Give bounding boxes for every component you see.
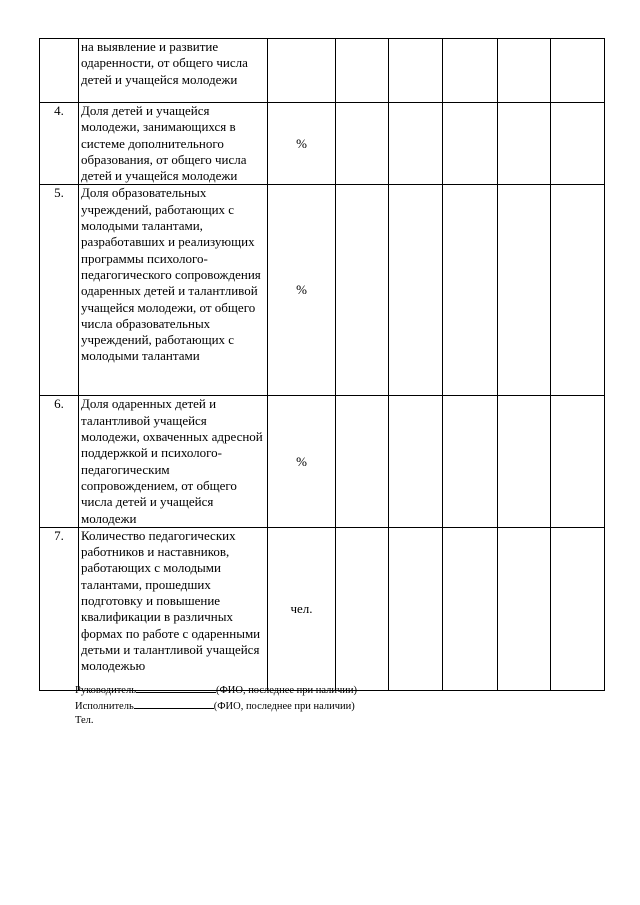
value-cell [498,185,551,396]
indicator-name: Доля детей и учащейся молодежи, занимающихся в системе дополнительного образования, от общего числа детей и учащейся молодежи [79,103,268,185]
table-row [40,185,605,396]
row-number: 6. [40,396,79,527]
head-signature-line [75,682,357,698]
table-row [40,39,605,103]
table-row [40,396,605,527]
value-cell [443,39,498,103]
signature-blank [134,698,214,709]
row-number: 4. [40,103,79,185]
value-cell [336,39,389,103]
value-cell [498,39,551,103]
indicator-name: Доля одаренных детей и талантливой учащейся молодежи, охваченных адресной поддержкой и психолого-педагогическим сопровождением, от общего числа детей и учащейся молодежи [79,396,268,527]
value-cell [389,527,443,690]
executor-note: (ФИО, последнее при наличии) [213,701,355,712]
value-cell [443,527,498,690]
value-cell [389,103,443,185]
unit-cell: % [268,396,336,527]
head-label: Руководитель [75,685,136,696]
phone-line [75,714,357,728]
table-row [40,527,605,690]
value-cell [389,396,443,527]
unit-cell: чел. [268,527,336,690]
value-cell [498,527,551,690]
value-cell [551,527,605,690]
value-cell [336,396,389,527]
row-number: 5. [40,185,79,396]
value-cell [551,103,605,185]
unit-cell: % [268,103,336,185]
value-cell [551,396,605,527]
executor-label: Исполнитель [75,701,134,712]
value-cell [443,396,498,527]
value-cell [389,185,443,396]
value-cell [551,185,605,396]
phone-label: Тел. [75,715,94,726]
unit-cell: % [268,185,336,396]
value-cell [498,103,551,185]
value-cell [443,103,498,185]
value-cell [336,185,389,396]
value-cell [389,39,443,103]
value-cell [498,396,551,527]
table-row [40,103,605,185]
indicator-name: Доля образовательных учреждений, работающих с молодыми талантами, разработавших и реализующих программы психолого-педагогического сопровождения одаренных детей и талантливой учащейся молодежи, от общего числа образовательных учреждений, работающих с молодыми талантами [79,185,268,396]
indicators-table [39,38,605,691]
row-number [40,39,79,103]
signature-blank [136,682,216,693]
value-cell [336,527,389,690]
row-number: 7. [40,527,79,690]
value-cell [336,103,389,185]
unit-cell [268,39,336,103]
head-note: (ФИО, последнее при наличии) [215,685,358,696]
value-cell [443,185,498,396]
value-cell [551,39,605,103]
indicator-name: на выявление и развитие одаренности, от общего числа детей и учащейся молодежи [79,39,268,103]
signature-block [75,682,357,728]
indicator-name: Количество педагогических работников и наставников, работающих с молодыми талантами, прошедших подготовку и повышение квалификации в различных формах по работе с одаренными детьми и талантливой учащейся молодежью [79,527,268,690]
executor-signature-line [75,698,357,714]
